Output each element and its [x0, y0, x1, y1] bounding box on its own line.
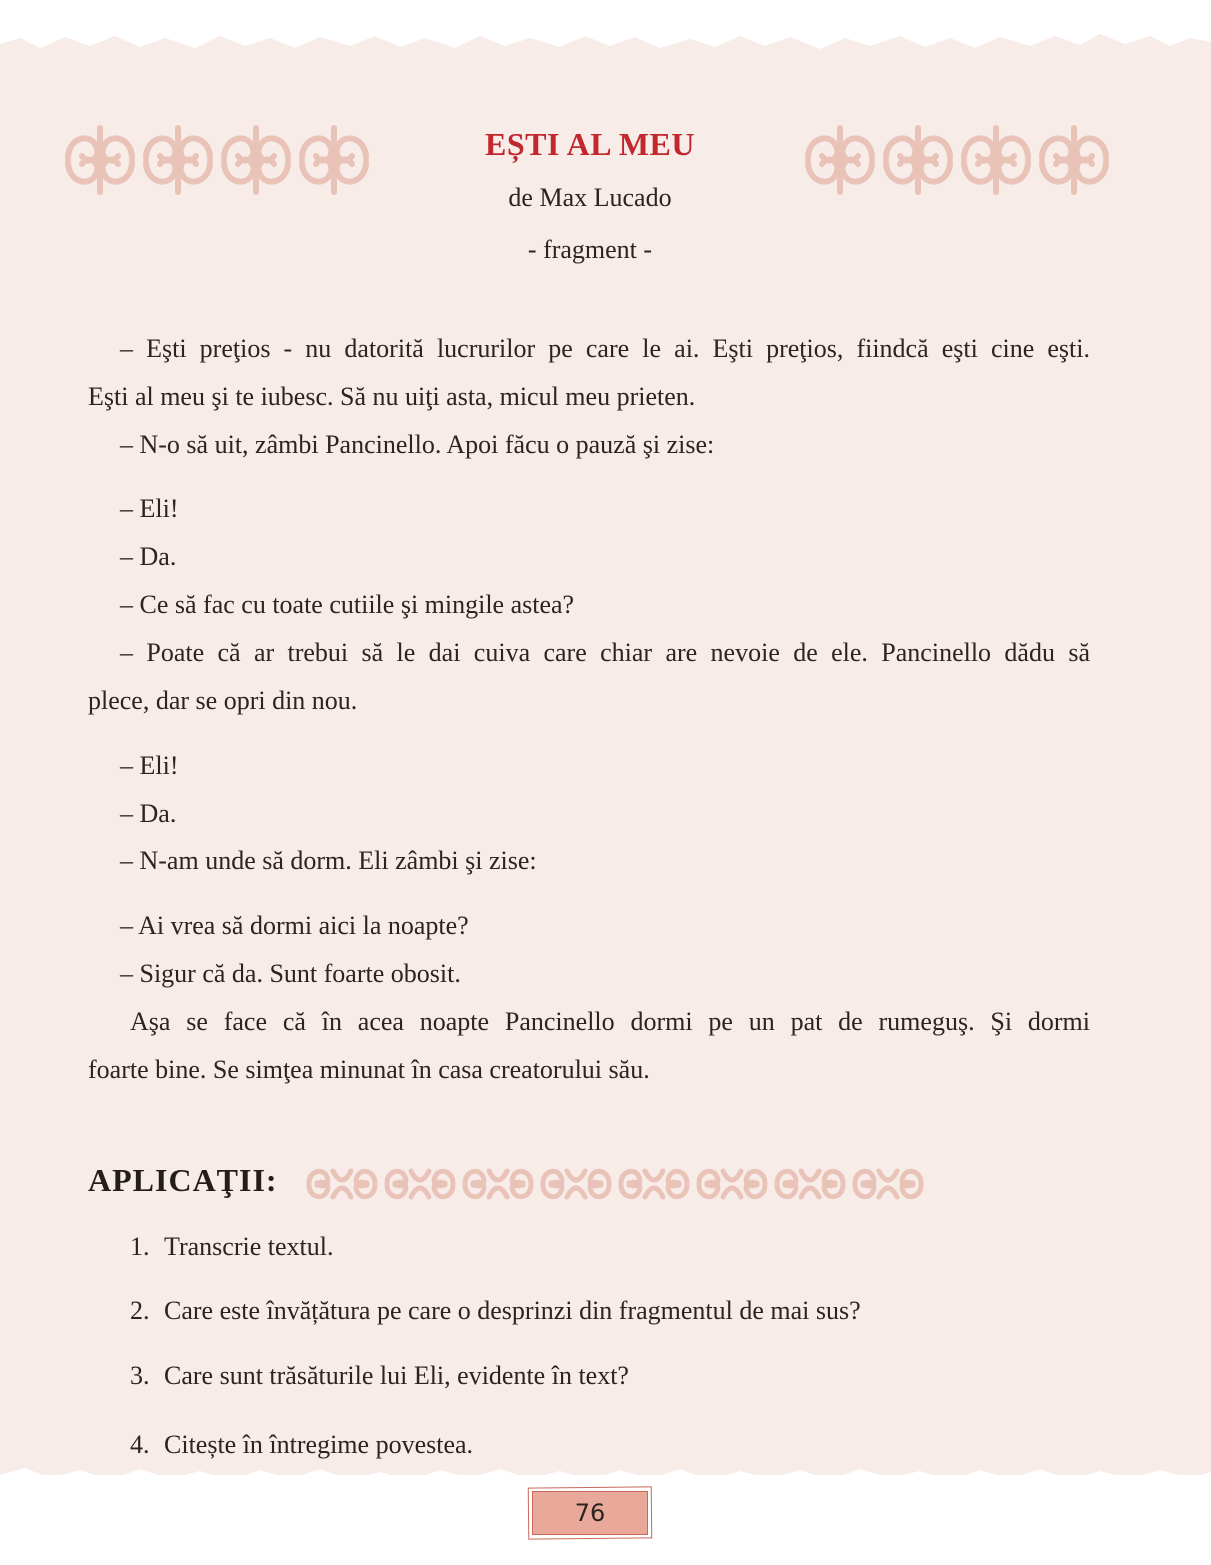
decorative-ornament-right [800, 118, 1118, 202]
story-line: – N-o să uit, zâmbi Pancinello. Apoi făcu o pauză şi zise: [120, 430, 715, 459]
question-item [130, 1430, 473, 1460]
story-line: Aşa se face că în acea noapte Pancinello dormi pe un pat de rumeguş. Şi dormi [130, 1007, 1090, 1036]
story-line: – Ai vrea să dormi aici la noapte? [120, 911, 469, 940]
fragment-note: - fragment - [527, 235, 653, 264]
story-line: plece, dar se opri din nou. [88, 686, 358, 715]
story-line: – Da. [120, 799, 177, 828]
decorative-ornament-left [60, 118, 378, 202]
question-text: Care sunt trăsăturile lui Eli, evidente în text? [164, 1361, 629, 1390]
story-line: – Da. [120, 542, 177, 571]
torn-paper-top-edge [0, 0, 1211, 80]
question-text: Citește în întregime povestea. [164, 1430, 474, 1459]
story-line: – Sigur că da. Sunt foarte obosit. [120, 959, 461, 988]
story-line: Eşti al meu şi te iubesc. Să nu uiţi asta, micul meu prieten. [88, 382, 696, 411]
story-line: – Poate că ar trebui să le dai cuiva care chiar are nevoie de ele. Pancinello dădu să [120, 638, 1090, 667]
story-line: foarte bine. Se simţea minunat în casa creatorului său. [88, 1055, 650, 1084]
question-item [130, 1361, 629, 1391]
story-title: EȘTI AL MEU [484, 126, 695, 162]
page-number: 76 [532, 1491, 648, 1535]
story-line: – Eli! [120, 751, 179, 780]
story-line: – Eşti preţios - nu datorită lucrurilor pe care le ai. Eşti preţios, fiindcă eşti cine eşti. [120, 334, 1090, 363]
story-line: – N-am unde să dorm. Eli zâmbi şi zise: [120, 846, 537, 875]
question-number: 4. [130, 1430, 150, 1459]
decorative-ornament-heading [305, 1163, 935, 1203]
story-line: – Ce să fac cu toate cutiile şi mingile astea? [120, 590, 575, 619]
question-number: 1. [130, 1232, 150, 1261]
applications-heading: APLICAŢII: [88, 1162, 278, 1198]
question-item [130, 1296, 861, 1326]
question-number: 2. [130, 1296, 150, 1325]
question-text: Transcrie textul. [164, 1232, 334, 1261]
story-line: – Eli! [120, 494, 179, 523]
question-item [130, 1232, 333, 1262]
question-number: 3. [130, 1361, 150, 1390]
question-text: Care este învățătura pe care o desprinzi din fragmentul de mai sus? [164, 1296, 861, 1325]
story-author: de Max Lucado [508, 183, 672, 212]
